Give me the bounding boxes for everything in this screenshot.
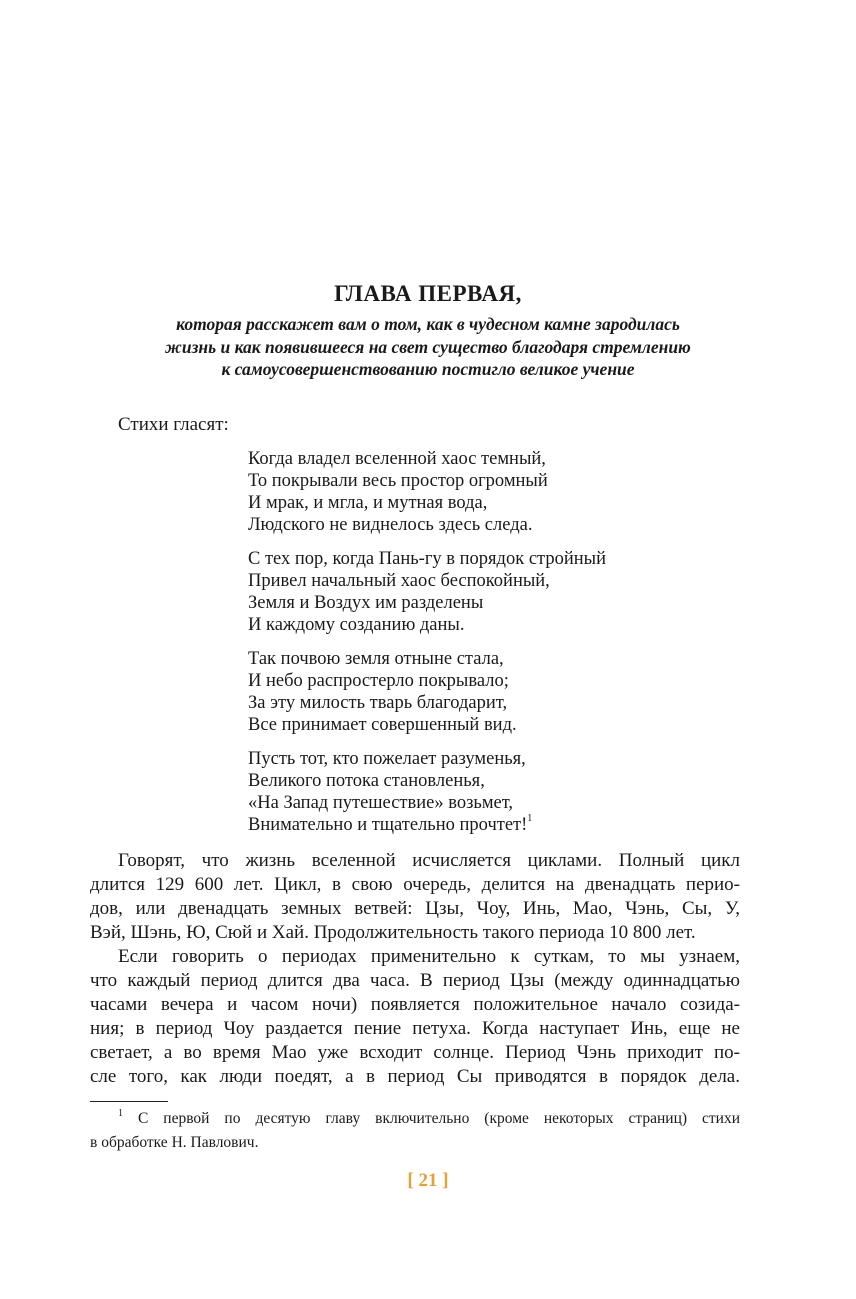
verse-line (248, 771, 485, 792)
footnote-line (118, 1110, 740, 1128)
body-line: сле того, как люди поедят, а в период Сы приводятся в порядок дела. (90, 1066, 740, 1087)
verse-line (248, 793, 513, 814)
verse-text: Все принимает совершенный вид. (248, 715, 517, 735)
verse-text: То покрывали весь простор огромный (248, 471, 548, 491)
verse-line (248, 593, 483, 614)
chapter-subtitle-line: к самоусовершенствованию постигло великое учение (221, 359, 635, 379)
chapter-title: ГЛАВА ПЕРВАЯ, (334, 281, 522, 306)
body-line: Если говорить о периодах применительно к суткам, то мы узнаем, (118, 946, 740, 967)
body-line: Говорят, что жизнь вселенной исчисляется циклами. Полный цикл (118, 850, 740, 871)
verse-text: С тех пор, когда Пань-гу в порядок стройный (248, 549, 606, 569)
verse-line (248, 449, 546, 470)
body-line: длится 129 600 лет. Цикл, в свою очередь, делится на двенадцать перио- (90, 874, 740, 895)
verse-line (248, 615, 464, 636)
verse-line (248, 715, 517, 736)
verse-text: Внимательно и тщательно прочтет! (248, 815, 528, 835)
verse-line (248, 693, 507, 714)
verse-line (248, 671, 509, 692)
verse-text: «На Запад путешествие» возьмет, (248, 793, 514, 813)
verse-line (248, 649, 504, 670)
verse-text: Великого потока становленья, (248, 771, 485, 791)
verse-text: Людского не виднелось здесь следа. (248, 515, 533, 535)
verse-text: И мрак, и мгла, и мутная вода, (248, 493, 488, 513)
footnote-mark: 1 (118, 1108, 123, 1119)
footnote-line: в обработке Н. Павлович. (90, 1134, 259, 1151)
verse-text: Пусть тот, кто пожелает разуменья, (248, 749, 526, 769)
body-line: Вэй, Шэнь, Ю, Сюй и Хай. Продолжительность такого периода 10 800 лет. (90, 922, 696, 943)
footnote-divider (90, 1101, 168, 1102)
body-line: светает, а во время Мао уже всходит солнце. Период Чэнь приходит по- (90, 1042, 740, 1063)
verse-line (248, 549, 606, 570)
verse-text: Привел начальный хаос беспокойный, (248, 571, 550, 591)
verse-line (248, 493, 487, 514)
page-number: [ 21 ] (407, 1170, 449, 1191)
verse-line (248, 571, 550, 592)
verse-text: Земля и Воздух им разделены (248, 593, 484, 613)
verse-text: Так почвою земля отныне стала, (248, 649, 504, 669)
footnote-reference: 1 (527, 813, 533, 824)
verse-text: За эту милость тварь благодарит, (248, 693, 508, 713)
verse-line (248, 749, 526, 770)
verse-line (248, 515, 532, 536)
verse-line (248, 471, 548, 492)
footnote-text: С первой по десятую главу включительно (кроме некоторых страниц) стихи (137, 1110, 740, 1127)
verse-text: Когда владел вселенной хаос темный, (248, 449, 546, 469)
body-line: часами вечера и часом ночи) появляется положительное начало созида- (90, 994, 740, 1015)
verse-text: И каждому созданию даны. (248, 615, 465, 635)
verse-intro: Стихи гласят: (118, 414, 229, 435)
verse-text: И небо распростерло покрывало; (248, 671, 509, 691)
verse-line (248, 815, 532, 836)
chapter-subtitle-line: жизнь и как появившееся на свет существо благодаря стремлению (165, 337, 691, 357)
body-line: дов, или двенадцать земных ветвей: Цзы, Чоу, Инь, Мао, Чэнь, Сы, У, (90, 898, 740, 919)
chapter-subtitle-line: которая расскажет вам о том, как в чудесном камне зародилась (176, 314, 680, 334)
body-line: ния; в период Чоу раздается пение петуха. Когда наступает Инь, еще не (90, 1018, 740, 1039)
body-line: что каждый период длится два часа. В период Цзы (между одиннадцатью (90, 970, 740, 991)
